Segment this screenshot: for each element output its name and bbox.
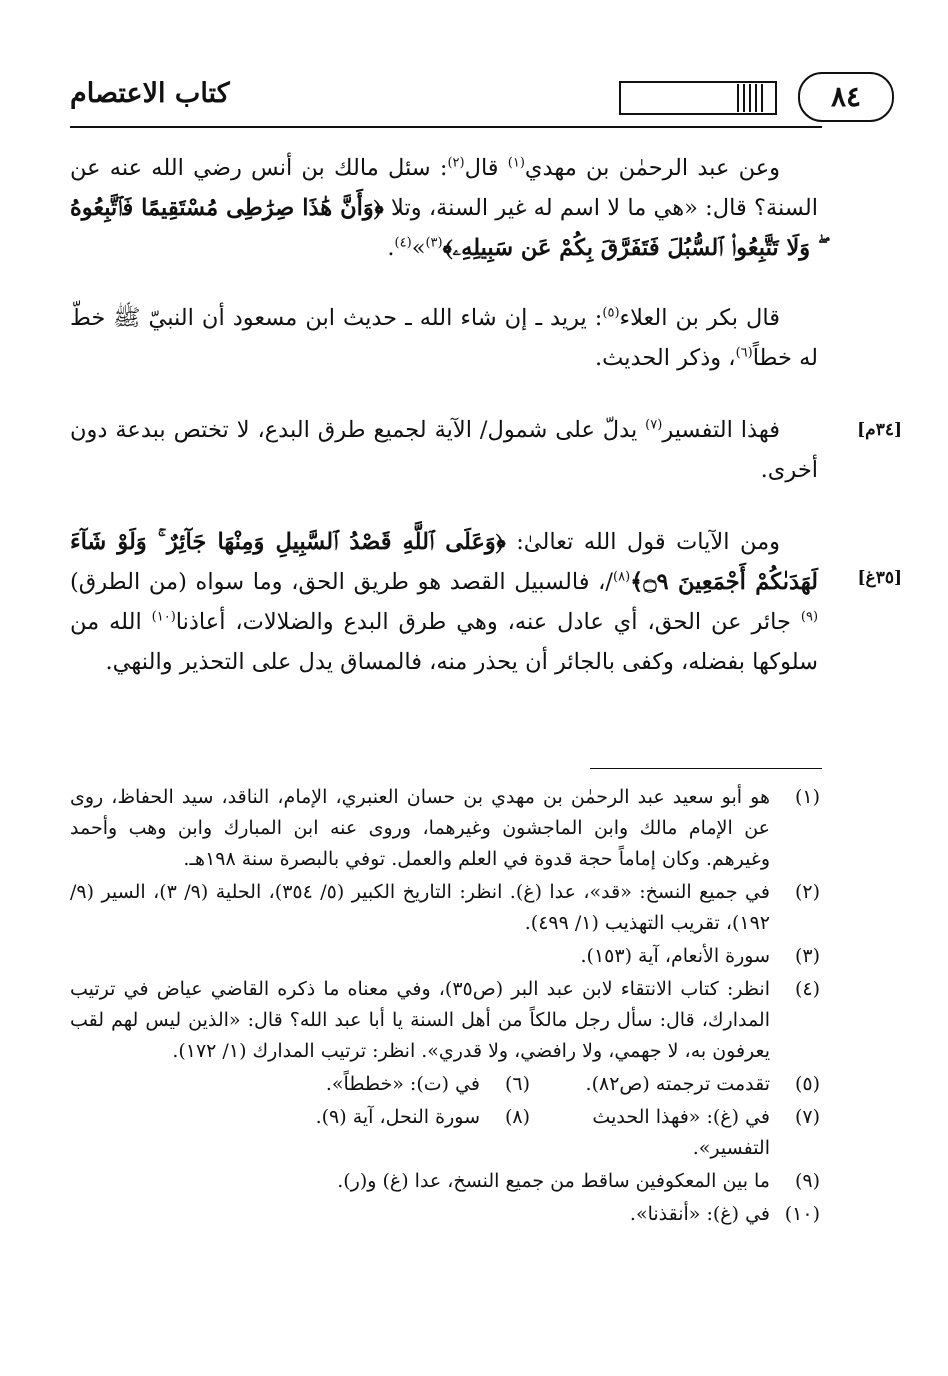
page-number: ٨٤: [798, 72, 894, 122]
para-text: جائر عن الحق، أي عادل عنه، وهي طرق البدع والضلالات، أعاذنا: [175, 609, 801, 635]
para-text: : يريد ـ إن شاء الله ـ حديث ابن مسعود أن النبيّ ﷺ خطّ له خطاً: [70, 305, 818, 371]
para-text: الله من سلوكها بفضله، وكفى بالجائر أن يحذر منه، فالمساق يدل على التحذير والنهي.: [70, 609, 818, 675]
footnote: [70, 1199, 820, 1230]
footnote-separator: [590, 768, 822, 769]
running-title: كتاب الاعتصام: [70, 78, 230, 109]
footnote-text: في (غ): «فهذا الحديث التفسير».: [592, 1106, 770, 1159]
footnote-ref: (٨): [613, 569, 631, 585]
footnote: [70, 974, 820, 1067]
footnote-pair: [70, 1102, 820, 1164]
paragraph-4: [70, 522, 818, 682]
footnote-text: تقدمت ترجمته (ص٨٢).: [585, 1073, 770, 1095]
para-text: فهذا التفسير: [662, 417, 780, 443]
footnote-ref: (٧): [645, 417, 663, 433]
manuscript-folio-marker: [٣٤م]: [857, 420, 902, 440]
footnote-ref: (٣): [425, 235, 443, 251]
footnote: [70, 782, 820, 875]
para-text: .: [387, 235, 395, 261]
footnote: [70, 1166, 820, 1197]
footnote-text: ما بين المعكوفين ساقط من جميع النسخ، عدا (غ) و(ر).: [337, 1170, 770, 1192]
footnote-ref: (٤): [394, 235, 412, 251]
footnote-number: (٢): [794, 881, 820, 903]
footnote-number: (٣): [794, 945, 820, 967]
para-text: يدلّ على شمول/ الآية لجميع طرق البدع، لا تختص ببدعة دون أخرى.: [70, 417, 818, 483]
footnote-number: (١٠): [784, 1203, 820, 1225]
footnote-number: (٥): [794, 1073, 820, 1095]
header-ornament-icon: [618, 78, 778, 118]
footnotes: [70, 782, 820, 1232]
footnote-number: (٤): [794, 978, 820, 1000]
footnote-ref: (١): [507, 155, 525, 171]
manuscript-folio-marker: [٣٥غ]: [857, 568, 902, 588]
footnote-text: هو أبو سعيد عبد الرحمٰن بن مهدي بن حسان العنبري، الإمام، الناقد، سيد الحفاظ، روى عن الإمام مالك وابن الماجشون وغيرهما، وروى عنه ابن المبارك وابن وهب وأحمد وغيرهم. وكان إماماً حجة قدوة في العلم والعمل. توفي بالبصرة سنة ١٩٨هـ.: [70, 786, 770, 870]
para-text: : سئل مالك بن أنس رضي الله عنه عن السنة؟ قال: «هي ما لا اسم له غير السنة، وتلا: [70, 155, 818, 221]
footnote-ref: (٦): [735, 345, 753, 361]
para-text: /، فالسبيل القصد هو طريق الحق، وما سواه (من الطرق): [70, 569, 613, 595]
footnote-text: سورة الأنعام، آية (١٥٣).: [580, 945, 770, 967]
paragraph-2: [70, 298, 818, 378]
footnote-number: (٦): [504, 1073, 530, 1095]
footnote: [70, 941, 820, 972]
footnote: [70, 877, 820, 939]
footnote-text: في (غ): «أنقذنا».: [629, 1203, 770, 1225]
para-text: قال بكر بن العلاء: [619, 305, 781, 331]
footnote-text: سورة النحل، آية (٩).: [315, 1106, 480, 1128]
footnote-number: (٩): [794, 1170, 820, 1192]
header-rule: [70, 126, 822, 128]
footnote-ref: (١٠): [151, 609, 176, 625]
footnote-ref: (٩): [800, 609, 819, 625]
footnote-text: انظر: كتاب الانتقاء لابن عبد البر (ص٣٥)، وفي معناه ما ذكره القاضي عياض في ترتيب المدارك، قال: سأل رجل مالكاً من أهل السنة يا أبا عبد الله؟ قال: «الذين ليس لهم لقب يعرفون به، لا جهمي، ولا رافضي، ولا قدري». انظر: ترتيب المدارك (١/ ١٧٢).: [70, 978, 770, 1062]
footnote-number: (١): [794, 786, 820, 808]
para-text: »: [411, 235, 426, 261]
footnote: [530, 1069, 820, 1100]
para-text: ، وذكر الحديث.: [595, 345, 736, 371]
footnote-ref: (٥): [602, 305, 620, 321]
footnote: [530, 1102, 820, 1164]
para-text: وعن عبد الرحمٰن بن مهدي: [524, 155, 780, 181]
footnote: [240, 1102, 530, 1164]
para-text: ومن الآيات قول الله تعالىٰ:: [505, 529, 780, 555]
footnote-number: (٧): [794, 1106, 820, 1128]
quran-verse: ﴿وَأَنَّ هَٰذَا صِرَٰطِى مُسْتَقِيمًا فَٱتَّبِعُوهُ ۖ وَلَا تَتَّبِعُوا۟ ٱلسُّبُلَ فَتَفَرَّقَ بِكُمْ عَن سَبِيلِهِۦ﴾: [70, 195, 818, 261]
paragraph-1: [70, 148, 818, 268]
para-text: قال: [464, 155, 508, 181]
paragraph-3: [70, 410, 818, 490]
footnote-text: في (ت): «خططاً».: [325, 1073, 480, 1095]
footnote-number: (٨): [504, 1106, 530, 1128]
quran-verse: ﴿وَعَلَى ٱللَّهِ قَصْدُ ٱلسَّبِيلِ وَمِنْهَا جَآئِرٌ ۚ وَلَوْ شَآءَ لَهَدَىٰكُمْ أَجْمَعِينَ ۝٩﴾: [70, 529, 818, 595]
page-header: [70, 70, 862, 126]
footnote-pair: [70, 1069, 820, 1100]
footnote-text: في جميع النسخ: «قد»، عدا (غ). انظر: التاريخ الكبير (٥/ ٣٥٤)، الحلية (٩/ ٣)، السير (٩/ ١٩٢)، تقريب التهذيب (١/ ٤٩٩).: [70, 881, 770, 934]
footnote-ref: (٢): [447, 155, 465, 171]
footnote: [240, 1069, 530, 1100]
